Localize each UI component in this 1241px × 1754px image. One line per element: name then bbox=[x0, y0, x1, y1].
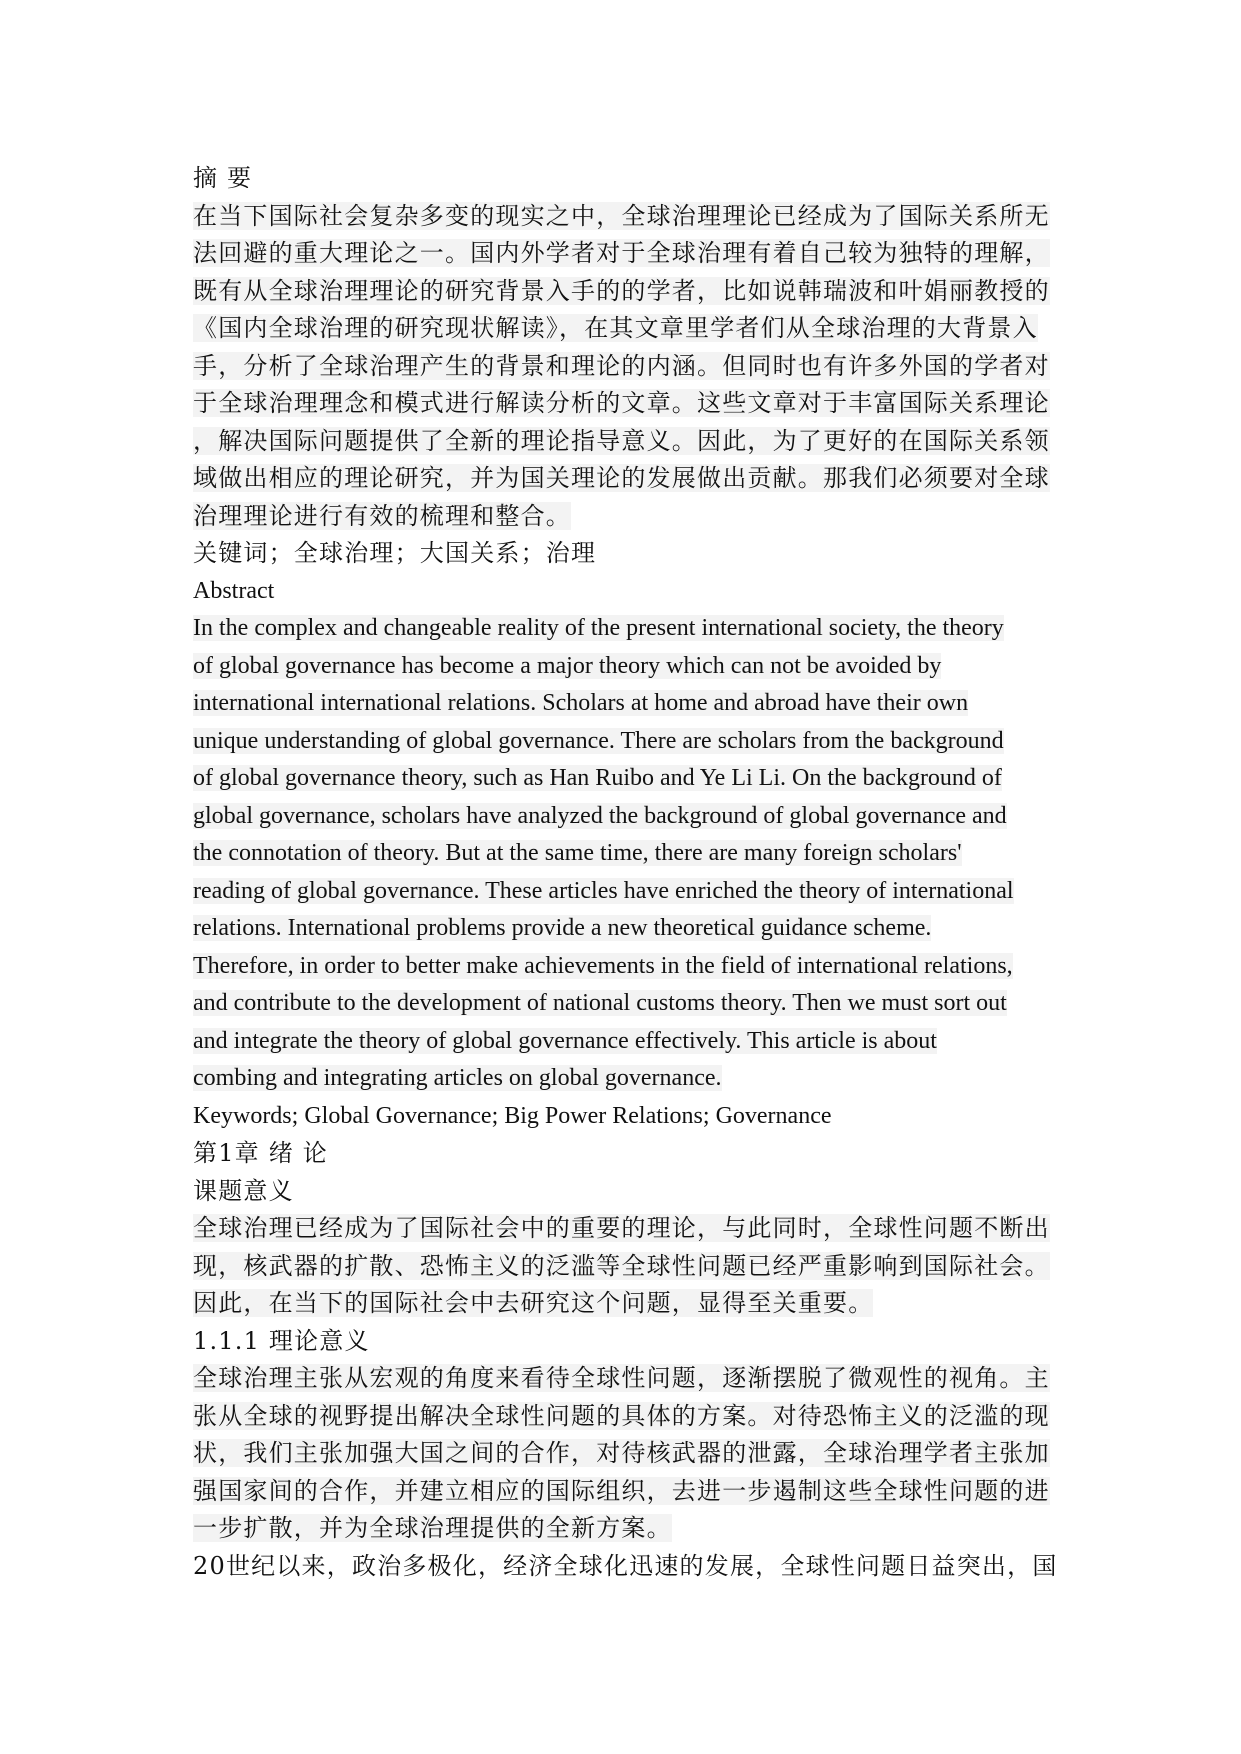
section-line: 因此，在当下的国际社会中去研究这个问题，显得至关重要。 bbox=[193, 1289, 874, 1317]
chapter-heading: 第1章 绪 论 bbox=[193, 1139, 328, 1167]
en-abstract-line: unique understanding of global governance. There are scholars from the background bbox=[193, 727, 1004, 754]
zh-abstract-line: 域做出相应的理论研究，并为国关理论的发展做出贡献。那我们必须要对全球 bbox=[193, 464, 1050, 492]
en-abstract-line: and integrate the theory of global governance effectively. This article is about bbox=[193, 1027, 937, 1054]
section-line: 全球治理已经成为了国际社会中的重要的理论，与此同时，全球性问题不断出 bbox=[193, 1214, 1050, 1242]
zh-abstract-line: 治理理论进行有效的梳理和整合。 bbox=[193, 501, 571, 530]
en-abstract-line: reading of global governance. These articles have enriched the theory of international bbox=[193, 877, 1014, 904]
subsection-line: 张从全球的视野提出解决全球性问题的具体的方案。对待恐怖主义的泛滥的现 bbox=[193, 1401, 1050, 1430]
subsection-line: 全球治理主张从宏观的角度来看待全球性问题，逐渐摆脱了微观性的视角。主 bbox=[193, 1364, 1050, 1392]
zh-abstract-line: ，解决国际问题提供了全新的理论指导意义。因此，为了更好的在国际关系领 bbox=[193, 426, 1050, 455]
zh-abstract-line: 《国内全球治理的研究现状解读》，在其文章里学者们从全球治理的大背景入 bbox=[193, 314, 1038, 342]
document-page bbox=[193, 160, 1058, 1585]
en-abstract-line: global governance, scholars have analyzed the background of global governance and bbox=[193, 802, 1007, 829]
en-keywords: Keywords; Global Governance; Big Power Relations; Governance bbox=[193, 1102, 832, 1129]
en-abstract-line: and contribute to the development of national customs theory. Then we must sort out bbox=[193, 990, 1007, 1016]
subsection-body bbox=[193, 1360, 1053, 1548]
paragraph-start bbox=[193, 1548, 1058, 1586]
zh-abstract-body bbox=[193, 198, 1053, 536]
en-abstract-line: of global governance has become a major theory which can not be avoided by bbox=[193, 652, 942, 679]
subsection-title: 1.1.1 理论意义 bbox=[193, 1326, 370, 1355]
zh-keywords: 关键词；全球治理；大国关系；治理 bbox=[193, 539, 597, 567]
en-abstract-body bbox=[193, 610, 1053, 1098]
en-abstract-line: the connotation of theory. But at the same time, there are many foreign scholars' bbox=[193, 840, 962, 866]
en-abstract-line: international international relations. Scholars at home and abroad have their own bbox=[193, 690, 969, 716]
en-abstract-line: Therefore, in order to better make achievements in the field of international relations, bbox=[193, 952, 1013, 979]
subsection-line: 强国家间的合作，并建立相应的国际组织，去进一步遏制这些全球性问题的进 bbox=[193, 1476, 1050, 1505]
zh-abstract-line: 法回避的重大理论之一。国内外学者对于全球治理有着自己较为独特的理解， bbox=[193, 239, 1050, 267]
zh-abstract-heading: 摘 要 bbox=[193, 164, 253, 192]
en-abstract-line: relations. International problems provide a new theoretical guidance scheme. bbox=[193, 915, 932, 941]
paragraph-line: 20世纪以来，政治多极化，经济全球化迅速的发展，全球性问题日益突出，国 bbox=[193, 1551, 1058, 1580]
en-abstract-line: In the complex and changeable reality of the present international society, the theory bbox=[193, 615, 1004, 641]
subsection-line: 状，我们主张加强大国之间的合作，对待核武器的泄露，全球治理学者主张加 bbox=[193, 1439, 1050, 1467]
zh-abstract-line: 手，分析了全球治理产生的背景和理论的内涵。但同时也有许多外国的学者对 bbox=[193, 351, 1050, 380]
zh-abstract-line: 于全球治理理念和模式进行解读分析的文章。这些文章对于丰富国际关系理论 bbox=[193, 389, 1050, 417]
zh-abstract-line: 既有从全球治理理论的研究背景入手的的学者，比如说韩瑞波和叶娟丽教授的 bbox=[193, 276, 1050, 305]
zh-abstract-line: 在当下国际社会复杂多变的现实之中，全球治理理论已经成为了国际关系所无 bbox=[193, 201, 1050, 230]
subsection-line: 一步扩散，并为全球治理提供的全新方案。 bbox=[193, 1514, 672, 1542]
en-abstract-heading: Abstract bbox=[193, 577, 275, 604]
section-body bbox=[193, 1210, 1053, 1323]
en-abstract-line: combing and integrating articles on global governance. bbox=[193, 1065, 722, 1091]
section-line: 现，核武器的扩散、恐怖主义的泛滥等全球性问题已经严重影响到国际社会。 bbox=[193, 1251, 1050, 1280]
section-title: 课题意义 bbox=[193, 1176, 294, 1205]
en-abstract-line: of global governance theory, such as Han Ruibo and Ye Li Li. On the background of bbox=[193, 765, 1002, 791]
